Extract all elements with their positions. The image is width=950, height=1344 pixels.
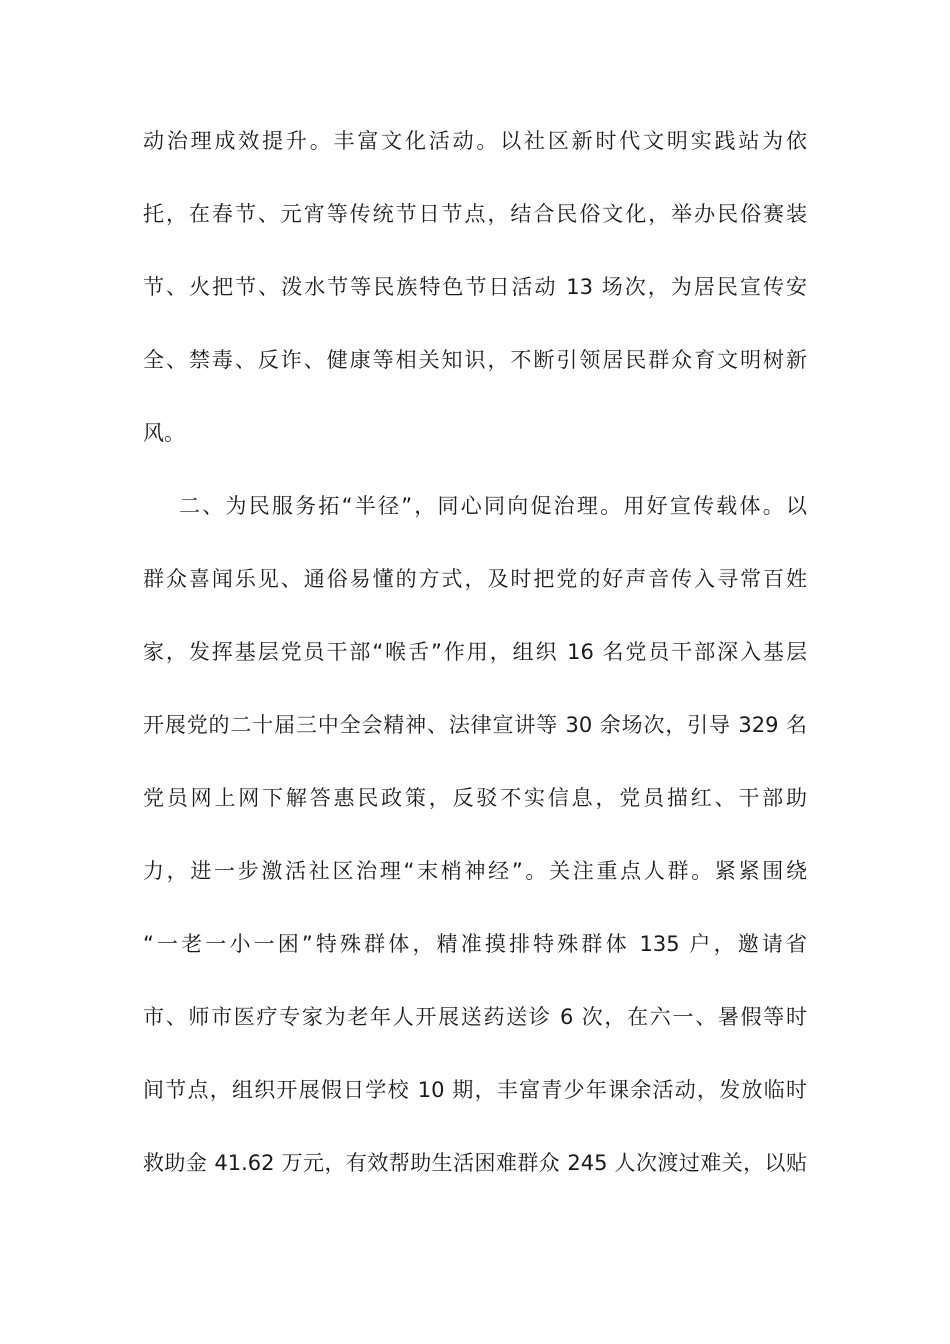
text-line: 节、火把节、泼水节等民族特色节日活动 13 场次，为居民宣传安 <box>143 275 807 299</box>
document-body <box>143 122 807 1217</box>
section-heading-line: 二、为民服务拓“半径”，同心同向促治理。用好宣传载体。以 <box>179 494 807 518</box>
text-line: 群众喜闻乐见、通俗易懂的方式，及时把党的好声音传入寻常百姓 <box>143 567 807 591</box>
text-line: 救助金 41.62 万元，有效帮助生活困难群众 245 人次渡过难关，以贴 <box>143 1151 807 1175</box>
text-line: 力，进一步激活社区治理“末梢神经”。关注重点人群。紧紧围绕 <box>143 859 807 883</box>
text-line: 家，发挥基层党员干部“喉舌”作用，组织 16 名党员干部深入基层 <box>143 640 807 664</box>
text-line: 动治理成效提升。丰富文化活动。以社区新时代文明实践站为依 <box>143 129 807 153</box>
text-line: 全、禁毒、反诈、健康等相关知识，不断引领居民群众育文明树新 <box>143 348 807 372</box>
text-line: 托，在春节、元宵等传统节日节点，结合民俗文化，举办民俗赛装 <box>143 202 807 226</box>
text-line: 党员网上网下解答惠民政策，反驳不实信息，党员描红、干部助 <box>143 786 807 810</box>
text-line: 间节点，组织开展假日学校 10 期，丰富青少年课余活动，发放临时 <box>143 1078 807 1102</box>
text-line: 市、师市医疗专家为老年人开展送药送诊 6 次，在六一、暑假等时 <box>143 1005 807 1029</box>
text-line: 风。 <box>143 421 185 445</box>
text-line: “一老一小一困”特殊群体，精准摸排特殊群体 135 户，邀请省 <box>143 932 807 956</box>
text-line: 开展党的二十届三中全会精神、法律宣讲等 30 余场次，引导 329 名 <box>143 713 807 737</box>
